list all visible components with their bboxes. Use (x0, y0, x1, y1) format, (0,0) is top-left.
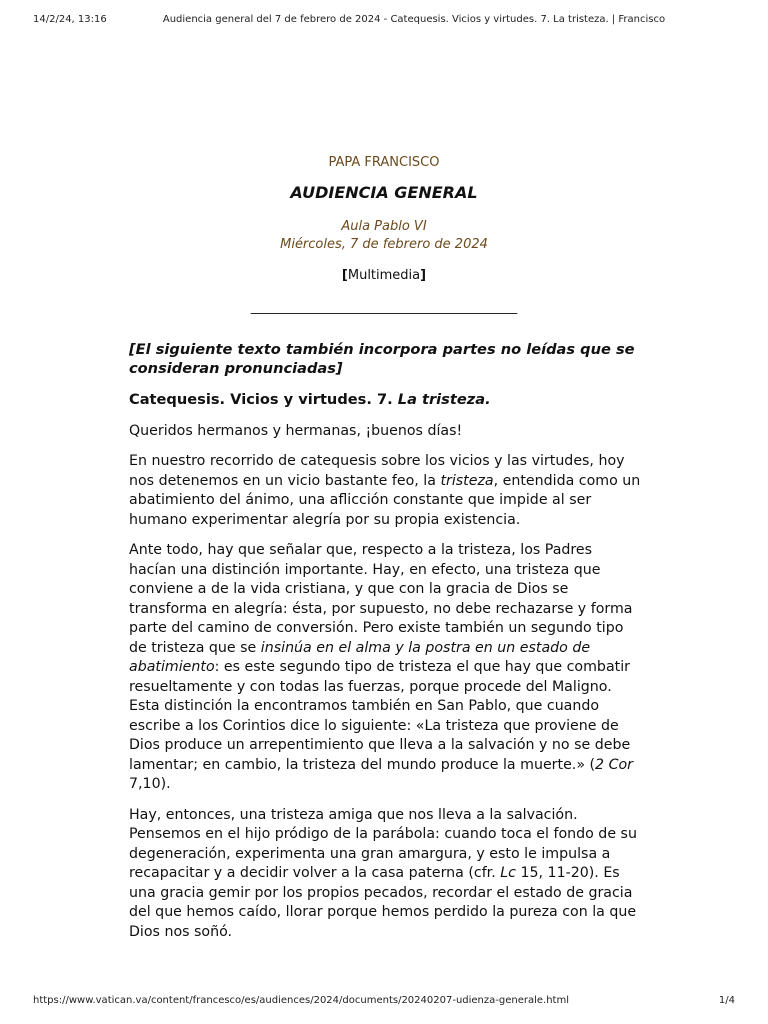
paragraph-1 (129, 452, 641, 530)
p2-reference: 2 Cor (595, 756, 634, 773)
heading-topic: La tristeza. (397, 391, 491, 408)
bracket-open: [ (341, 268, 348, 283)
event-place-date (0, 218, 768, 254)
bracket-close: ] (420, 268, 427, 283)
print-header (33, 14, 735, 30)
article-body (129, 340, 641, 953)
print-footer (33, 995, 735, 1011)
heading-prefix: Catequesis. Vicios y virtudes. 7. (129, 391, 398, 408)
paragraph-2 (129, 541, 641, 795)
p1-emphasis: tristeza (440, 472, 494, 489)
page-number: 1/4 (718, 995, 735, 1006)
p2-text-a: Ante todo, hay que señalar que, respecto a la tristeza, los Padres hacían una distinción importante. Hay, en efecto, una tristeza que conviene a de la vida cristiana, y que con la gracia de Dios se transforma en alegría: ésta, por supuesto, no debe rechazarse y forma parte del camino de conversión. Pero existe también un segundo tipo de tristeza que se (129, 542, 633, 656)
p3-reference: Lc (500, 865, 516, 881)
p3-text-b: 15, 11-20). Es una gracia gemir por los propios pecados, recordar el estado de gracia del que hemos caído, llorar porque hemos perdido la pureza con la que Dios nos soñó. (129, 865, 637, 940)
event-date: Miércoles, 7 de febrero de 2024 (280, 237, 488, 252)
p1-text-a: En nuestro recorrido de catequesis sobre los vicios y las virtudes, hoy nos detenemos en un vicio bastante feo, la (129, 453, 625, 489)
p2-text-c: 7,10). (129, 776, 171, 792)
p1-text-b: , entendida como un abatimiento del ánimo, una aflicción constante que impide al ser humano experimentar alegría por su propia existencia. (129, 472, 641, 528)
print-document-title: Audiencia general del 7 de febrero de 2024 - Catequesis. Vicios y virtudes. 7. La tristeza. | Francisco (162, 14, 666, 25)
paragraph-3 (129, 806, 641, 943)
greeting: Queridos hermanos y hermanas, ¡buenos días! (129, 422, 463, 439)
print-datetime: 14/2/24, 13:16 (33, 14, 107, 25)
author-label: PAPA FRANCISCO (328, 155, 440, 170)
separator-line: _________________________________________ (250, 300, 518, 315)
p2-emphasis: insinúa en el alma y la postra en un estado de abatimiento (129, 639, 591, 675)
print-url: https://www.vatican.va/content/francesco/es/audiences/2024/documents/20240207-udienza-generale.html (33, 995, 570, 1006)
editorial-note: [El siguiente texto también incorpora partes no leídas que se consideran pronunciadas] (129, 341, 635, 377)
p2-text-b: : es este segundo tipo de tristeza el que hay que combatir resueltamente y con todas las fuerzas, porque procede del Maligno. Esta distinción la encontramos también en San Pablo, que cuando escribe a los Corintios dice lo siguiente: «La tristeza que proviene de Dios produce un arrepentimiento que lleva a la salvación y no se debe lamentar; en cambio, la tristeza del mundo produce la muerte.» ( (129, 659, 631, 773)
event-place: Aula Pablo VI (341, 219, 427, 234)
p3-text-a: Hay, entonces, una tristeza amiga que nos lleva a la salvación. Pensemos en el hijo pródigo de la parábola: cuando toca el fondo de su degeneración, experimenta una gran amargura, y esto le impulsa a recapacitar y a decidir volver a la casa paterna (cfr. (129, 806, 637, 881)
multimedia-link-group (0, 268, 768, 283)
catechesis-heading (129, 390, 641, 410)
multimedia-link[interactable]: Multimedia (347, 268, 421, 283)
page-title: AUDIENCIA GENERAL (290, 183, 478, 202)
